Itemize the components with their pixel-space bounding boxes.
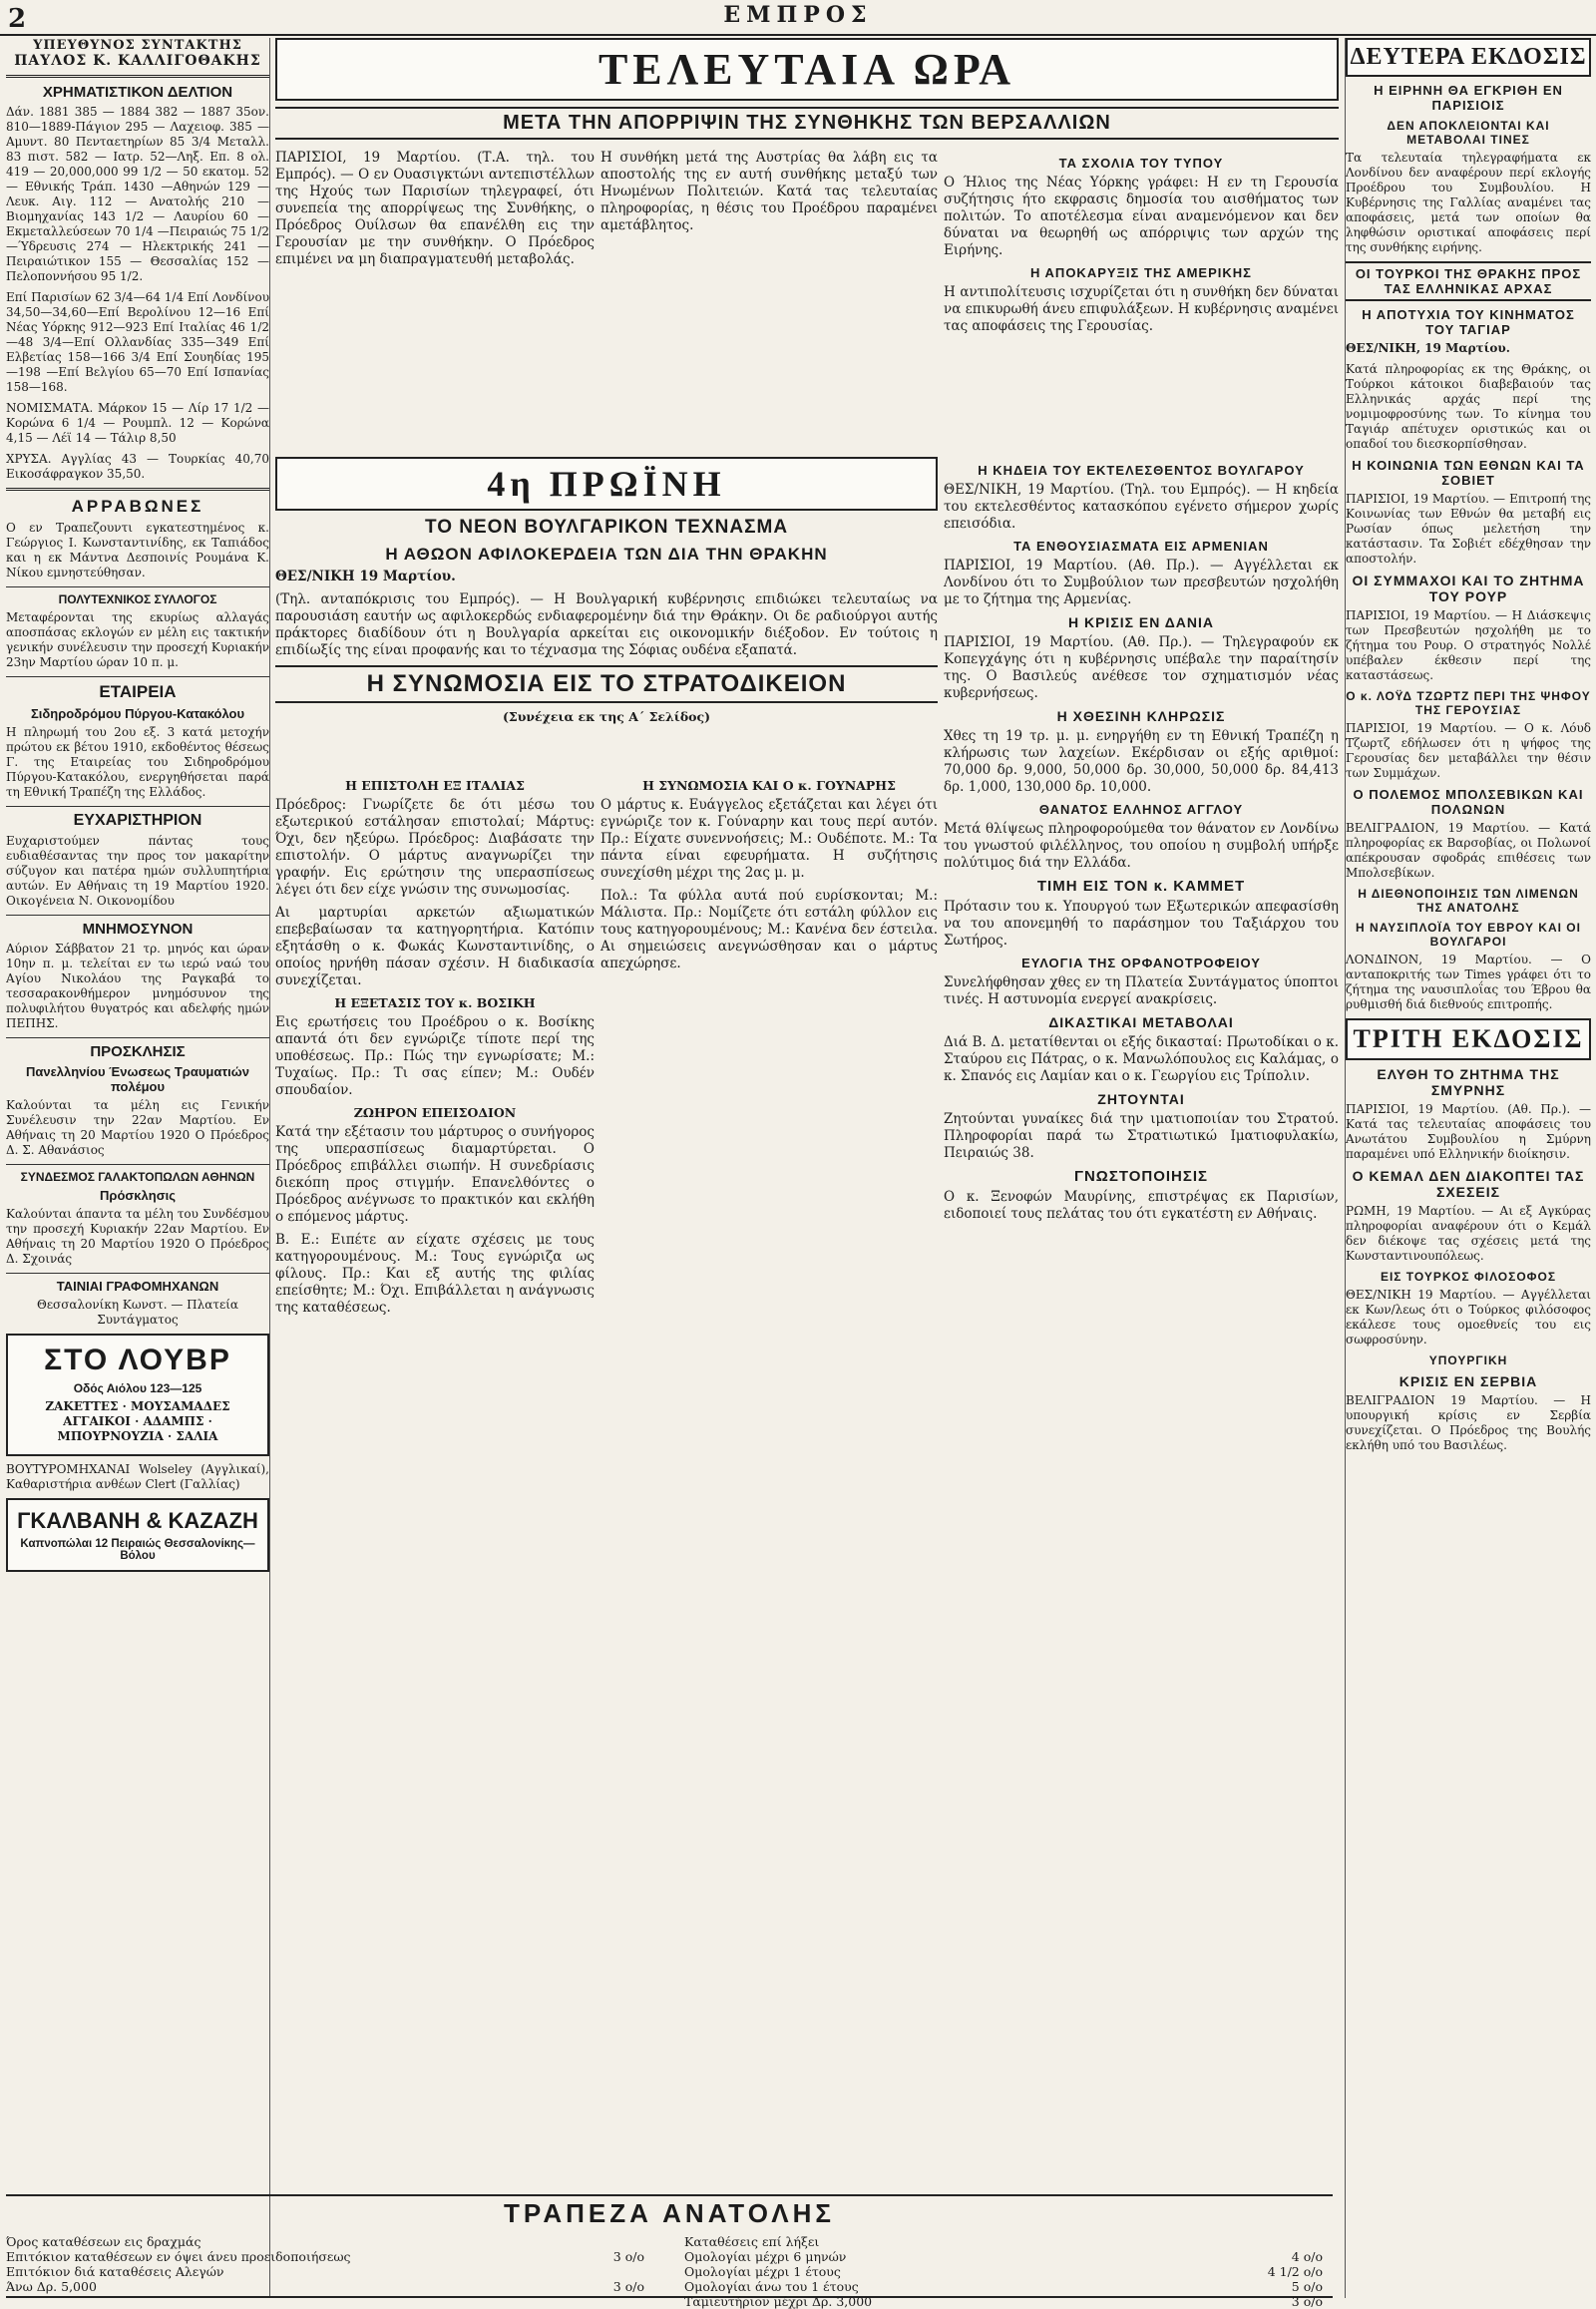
main-subheadline: ΜΕΤΑ ΤΗΝ ΑΠΟΡΡΙΨΙΝ ΤΗΣ ΣΥΝΘΗΚΗΣ ΤΩΝ ΒΕΡΣΑΛΛΙΩΝ: [275, 107, 1339, 140]
strait-text: ΛΟΝΔΙΝΟΝ, 19 Μαρτίου. — Ο ανταποκριτής των Times γράφει ότι το ζήτημα της ναυσιπλοΐας του Έβρου θα ρυθμισθή διά διεθνούς επιτροπής.: [1346, 953, 1591, 1011]
thanks-text: Ευχαριστούμεν πάντας τους ευδιαθέσαντας την προς τον μακαρίτην σύζυγον και πατέρα ημών συλλυπητήρια αυτών. Εν Αθήναις τη 19 Μαρτίου 1920. Οικογένεια Ν. Οικονομίδου: [6, 834, 269, 908]
bank-row-label: Ομολογίαι άνω του 1 έτους: [684, 2279, 859, 2294]
louvre-head: ΣΤΟ ΛΟΥΒΡ: [44, 1344, 231, 1376]
exec-text: ΘΕΣ/ΝΙΚΗ, 19 Μαρτίου. (Τηλ. του Εμπρός). — Η κηδεία του εκτελεσθέντος κατασκόπου εγένετο σήμερον χωρίς επεισόδια.: [944, 482, 1339, 532]
turk-text: Κατά πληροφορίας εκ της Θράκης, οι Τούρκοι κάτοικοι διαβεβαιούν τας Ελληνικάς αρχάς περί της νομιμοφροσύνης των. Το κίνημα του Ταγιάρ απέτυχεν οριστικώς και οι οπαδοί του διεσκορπίσθησαν.: [1346, 362, 1591, 451]
death-text: Μετά θλίψεως πληροφορούμεθα τον θάνατον εν Λονδίνω του γνωστού φιλέλληνος, του οποίου η συμβολή υπήρξε πολύτιμος διά την Ελλάδα.: [944, 821, 1339, 871]
invite-title: ΠΡΟΣΚΛΗΣΙΣ: [90, 1043, 186, 1060]
page-number: 2: [8, 4, 27, 34]
paper-name: ΕΜΠΡΟΣ: [723, 2, 873, 28]
third-edition-head: ΤΡΙΤΗ ΕΚΔΟΣΙΣ: [1346, 1018, 1591, 1060]
plot-text-1: Πρόεδρος: Γνωρίζετε δε ότι μέσω του εξωτερικού εστάλησαν επιστολαί; Μάρτυς: Όχι, δεν ηξεύρω. Πρόεδρος: Διαβάσατε την επιστολήν. Ο μάρτυς αναγνωρίζει την γραφήν. Εις ερώτησιν της υπερασπίσεως λέγει ότι δεν είχε γνώσιν της συνωμοσίας.: [275, 797, 595, 898]
bank-row-value: 4 1/2 ο/ο: [1267, 2264, 1323, 2279]
company-text: Η πληρωμή του 2ου εξ. 3 κατά μετοχήν πρώτου εκ βέτου 1910, εκδοθέντος θέσεως Γ. της Εταιρείας του Σιδηροδρόμου Πύργου-Κατακόλου, ενεργηθήσεται παρά τη Εθνική Τραπέζη της Ελλάδος.: [6, 725, 269, 799]
engagements-title: ΑΡΡΑΒΩΝΕΣ: [71, 497, 204, 516]
league-head: Η ΚΟΙΝΩΝΙΑ ΤΩΝ ΕΘΝΩΝ ΚΑΙ ΤΑ ΣΟΒΙΕΤ: [1352, 458, 1585, 488]
judicial-text: Διά Β. Δ. μετατίθενται οι εξής δικασταί: Πρωτοδίκαι ο κ. Σταύρου εις Πάτρας, ο κ. Μανωλόπουλος εις Καλάμας, ο κ. Σπανός εις Λαμίαν και ο κ. Γεωργίου εις Τρίπολιν.: [944, 1034, 1339, 1084]
editor-label: ΥΠΕΥΘΥΝΟΣ ΣΥΝΤΑΚΤΗΣ: [33, 38, 242, 53]
main-headline: ΤΕΛΕΥΤΑΙΑ ΩΡΑ: [275, 38, 1339, 101]
orphan-text: Συνελήφθησαν χθες εν τη Πλατεία Συντάγματος ύποπτοι τινές. Η αστυνομία ενεργεί ανακρίσεις.: [944, 974, 1339, 1007]
honor-text: Πρότασιν του κ. Υπουργού των Εξωτερικών απεφασίσθη να του απονεμηθή το παράσημον του Ταξιάρχου του Σωτήρος.: [944, 899, 1339, 949]
masthead: [0, 0, 1596, 36]
america-head: Η ΑΠΟΚΑΡΥΞΙΣ ΤΗΣ ΑΜΕΡΙΚΗΣ: [1030, 265, 1252, 280]
bank-row-label: Άνω Δρ. 5,000: [6, 2279, 97, 2294]
plot-sub-4: ΖΩΗΡΟΝ ΕΠΕΙΣΟΔΙΟΝ: [353, 1105, 517, 1120]
article-1-col-b: [600, 150, 938, 240]
serbia-sub: ΥΠΟΥΡΓΙΚΗ: [1428, 1353, 1508, 1367]
left-column: [6, 38, 270, 2298]
second-edition-block: [275, 457, 938, 728]
bank-row-value: 3 ο/ο: [612, 2249, 644, 2264]
bank-title: ΤΡΑΠΕΖΑ ΑΝΑΤΟΛΗΣ: [504, 2198, 835, 2228]
invite-text: Καλούνται τα μέλη εις Γενικήν Συνέλευσιν την 22αν Μαρτίου. Εν Αθήναις τη 20 Μαρτίου 1920 Ο Πρόεδρος Δ. Σ. Αθανάσιος: [6, 1098, 269, 1157]
george-head: Ο κ. ΛΟΫΔ ΤΖΩΡΤΖ ΠΕΡΙ ΤΗΣ ΨΗΦΟΥ ΤΗΣ ΓΕΡΟΥΣΙΑΣ: [1346, 689, 1591, 717]
plot-col-b: [600, 776, 938, 978]
bank-row-label: Επιτόκιον διά καταθέσεις Αλεγών: [6, 2264, 224, 2279]
plot-text-3: Εις ερωτήσεις του Προέδρου ο κ. Βοσίκης απαντά ότι δεν εγνώριζε τίποτε περί της υποθέσεως. Πρ.: Πώς την εγνωρίσατε; Μ.: Τυχαίως. Πρ.: Τι σας είπεν; Μ.: Ουδέν σπουδαίον.: [275, 1014, 595, 1098]
bank-row-label: Ομολογίαι μέχρι 1 έτους: [684, 2264, 841, 2279]
plot-text-4: Κατά την εξέτασιν του μάρτυρος ο συνήγορος της υπερασπίσεως διαμαρτύρεται. Ο Πρόεδρος επιβάλλει σιωπήν. Η συνεδρίασις διεκόπη προς στιγμήν. Επανελθόντες ο Πρόεδρος ανέγνωσε το πρακτικόν και εκλήθη ο επόμενος μάρτυς.: [275, 1124, 595, 1225]
bank-row: [6, 2279, 644, 2294]
bank-row-label: Ταμιευτήριον μέχρι Δρ. 3,000: [684, 2294, 873, 2309]
wanted-text: Ζητούνται γυναίκες διά την ιματιοποιίαν του Στρατού. Πληροφορίαι παρά τω Στρατιωτικώ Ιματιοφυλακίω, Πειραιώς 38.: [944, 1111, 1339, 1161]
assoc-title: ΠΟΛΥΤΕΧΝΙΚΟΣ ΣΥΛΛΟΓΟΣ: [58, 592, 217, 606]
turk2-text: ΘΕΣ/ΝΙΚΗ 19 Μαρτίου. — Αγγέλλεται εκ Κων/λεως ότι ο Τούρκος φιλόσοφος εκάλεσε τους ομοεθνείς του εις σωφροσύνην.: [1346, 1288, 1591, 1347]
article-1-col-c: [944, 150, 1339, 341]
bank-row-value: 5 ο/ο: [1291, 2279, 1323, 2294]
cinema-title: ΤΑΙΝΙΑΙ ΓΡΑΦΟΜΗΧΑΝΩΝ: [56, 1279, 219, 1294]
bank-ad: [6, 2194, 1333, 2309]
article-1-col-a: [275, 150, 595, 274]
plot-sub: (Συνέχεια εκ της Α΄ Σελίδος): [502, 709, 711, 724]
turk-head: ΟΙ ΤΟΥΡΚΟΙ ΤΗΣ ΘΡΑΚΗΣ ΠΡΟΣ ΤΑΣ ΕΛΛΗΝΙΚΑΣ ΑΡΧΑΣ: [1346, 261, 1591, 301]
market-text-2: Επί Παρισίων 62 3/4—64 1/4 Επί Λονδίνου 34,50—34,60—Επί Βερολίνου 12—16 Επί Νέας Υόρκης 912—923 Επί Ιταλίας 46 1/2—48 3/4—Επί Ολλανδίας 335—349 Επί Ελβετίας 158—166 3/4 Επί Σουηδίας 195—198 —Επί Βελγίου 65—70 Επί Ισπανίας 158—168.: [6, 290, 269, 394]
ext-sub-2: ΔΕΝ ΑΠΟΚΛΕΙΟΝΤΑΙ ΚΑΙ ΜΕΤΑΒΟΛΑΙ ΤΙΝΕΣ: [1387, 119, 1550, 147]
denmark-text: ΠΑΡΙΣΙΟΙ, 19 Μαρτίου. (Αθ. Πρ.). — Τηλεγραφούν εκ Κοπεγχάγης ότι η κυβέρνησις υπέβαλε την παραίτησίν της. Ο Βασιλεύς ανέθεσε τον σχηματισμόν νέας κυβερνήσεως.: [944, 634, 1339, 701]
plot-headline: Η ΣΥΝΩΜΟΣΙΑ ΕΙΣ ΤΟ ΣΤΡΑΤΟΔΙΚΕΙΟΝ: [275, 665, 938, 703]
engagements-text: Ο εν Τραπεζουντι εγκατεστημένος κ. Γεώργιος Ι. Κωνσταντινίδης, εκ Ταπιάδος και η εκ Μάντνα Δεσποινίς Ρουμάνα Κ. Νίκου εμνηστεύθησαν.: [6, 521, 269, 579]
shop-head: ΓΚΑΛΒΑΝΗ & ΚΑΖΑΖΗ: [17, 1508, 258, 1533]
louvre-ad: [6, 1334, 269, 1456]
bank-row-label: Ομολογίαι μέχρι 6 μηνών: [684, 2249, 847, 2264]
bank-row: [684, 2249, 1323, 2264]
notices-head: ΓΝΩΣΤΟΠΟΙΗΣΙΣ: [1073, 1168, 1209, 1185]
right-column: [1345, 38, 1591, 2298]
shop-sub: Καπνοπώλαι 12 Πειραιώς Θεσσαλονίκης—Βόλου: [20, 1538, 255, 1562]
turk-sub: Η ΑΠΟΤΥΧΙΑ ΤΟΥ ΚΙΝΗΜΑΤΟΣ ΤΟΥ ΤΑΓΙΑΡ: [1362, 307, 1575, 337]
company-title: ΕΤΑΙΡΕΙΑ: [99, 682, 177, 701]
second-sub-2: Η ΑΘΩΟΝ ΑΦΙΛΟΚΕΡΔΕΙΑ ΤΩΝ ΔΙΑ ΤΗΝ ΘΡΑΚΗΝ: [385, 545, 828, 564]
bank-row: [6, 2249, 644, 2264]
wanted-head: ΖΗΤΟΥΝΤΑΙ: [1097, 1091, 1185, 1107]
bank-row: [6, 2264, 644, 2279]
editor-name: ΠΑΥΛΟΣ Κ. ΚΑΛΛΙΓΟΘΑΚΗΣ: [14, 53, 261, 69]
thanks-title: ΕΥΧΑΡΙΣΤΗΡΙΟΝ: [73, 812, 202, 829]
mid-col-text: Πολ.: Τα φύλλα αυτά πού ευρίσκονται; Μ.: Μάλιστα. Πρ.: Νομίζετε ότι εστάλη φύλλον εις τους κατηγορουμένους; Μ.: Κανένα δεν έστειλα. Αι σημειώσεις ανεγνώσθησαν και ο μάρτυς απεχώρησε.: [600, 888, 938, 971]
company-sub: Σιδηροδρόμου Πύργου-Κατακόλου: [30, 706, 245, 721]
invite-sub: Πανελληνίου Ένωσεως Τραυματιών πολέμου: [26, 1064, 249, 1094]
ruhr-text: ΠΑΡΙΣΙΟΙ, 19 Μαρτίου. — Η Διάσκεψις των Πρεσβευτών ησχολήθη με το ζήτημα του Ρουρ. Ο στρατηγός Νολλέ υπέβαλεν έκθεσιν περί της καταστάσεως.: [1346, 608, 1591, 682]
denmark-head: Η ΚΡΙΣΙΣ ΕΝ ΔΑΝΙΑ: [1067, 614, 1215, 630]
press-comment-head: ΤΑ ΣΧΟΛΙΑ ΤΟΥ ΤΥΠΟΥ: [1058, 156, 1224, 171]
ruhr-head: ΟΙ ΣΥΜΜΑΧΟΙ ΚΑΙ ΤΟ ΖΗΤΗΜΑ ΤΟΥ ΡΟΥΡ: [1352, 573, 1585, 604]
second-sub-1: ΤΟ ΝΕΟΝ ΒΟΥΛΓΑΡΙΚΟΝ ΤΕΧΝΑΣΜΑ: [424, 517, 789, 538]
kemal-text: ΡΩΜΗ, 19 Μαρτίου. — Αι εξ Αγκύρας πληροφορίαι αναφέρουν ότι ο Κεμάλ δεν διέκοψε τας σχέσεις μετά της Κωνσταντινουπόλεως.: [1346, 1204, 1591, 1263]
memorial-title: ΜΝΗΜΟΣΥΝΟΝ: [82, 921, 194, 938]
turk-dateline: ΘΕΣ/ΝΙΚΗ, 19 Μαρτίου.: [1346, 341, 1510, 355]
judicial-head: ΔΙΚΑΣΤΙΚΑΙ ΜΕΤΑΒΟΛΑΙ: [1048, 1014, 1234, 1030]
plot-sub-5: Η ΣΥΝΩΜΟΣΙΑ ΚΑΙ Ο κ. ΓΟΥΝΑΡΗΣ: [642, 778, 896, 793]
third-sub: ΕΛΥΘΗ ΤΟ ΖΗΤΗΜΑ ΤΗΣ ΣΜΥΡΝΗΣ: [1377, 1066, 1560, 1098]
bank-row-label: Όρος καταθέσεων εις δραχμάς: [6, 2234, 201, 2249]
plot-text-2: Αι μαρτυρίαι αρκετών αξιωματικών επεβεβαίωσαν τα κατηγορητήρια. Κατόπιν εξητάσθη ο κ. Φωκάς Κωνσταντινίδης, ο οποίος ηρνήθη πάσαν σχέσιν. Η διαδικασία συνεχίζεται.: [275, 905, 595, 988]
league-text: ΠΑΡΙΣΙΟΙ, 19 Μαρτίου. — Επιτροπή της Κοινωνίας των Εθνών θα μεταβή εις Ρωσίαν όπως μελετήση την κατάστασιν. Τα Σοβιέτ εδέχθησαν την αποστολήν.: [1346, 492, 1591, 566]
strait-sub: Η ΝΑΥΣΙΠΛΟΪΑ ΤΟΥ ΕΒΡΟΥ ΚΑΙ ΟΙ ΒΟΥΛΓΑΡΟΙ: [1356, 921, 1581, 949]
second-headline: 4η ΠΡΩΪΝΗ: [275, 457, 938, 511]
coins-text: ΝΟΜΙΣΜΑΤΑ. Μάρκον 15 — Λίρ 17 1/2 — Κορώνα 6 1/4 — Ρουμπλ. 12 — Κορώνα 4,15 — Λέϊ 14 — Τάλιρ 8,50: [6, 401, 269, 445]
bank-row: [684, 2294, 1323, 2309]
center-block: [275, 38, 1339, 2298]
tools-text: ΒΟΥΤΥΡΟΜΗΧΑΝΑΙ Wolseley (Αγγλικαί), Καθαριστήρια ανθέων Clert (Γαλλίας): [6, 1462, 269, 1491]
gold-text: ΧΡΥΣΑ. Αγγλίας 43 — Τουρκίας 40,70 Εικοσάφραγκον 35,50.: [6, 452, 269, 481]
bank-row-label: Καταθέσεις επί λήξει: [684, 2234, 820, 2249]
plot-text-5: Β. Ε.: Ειπέτε αν είχατε σχέσεις με τους κατηγορουμένους. Μ.: Τους εγνώριζα ως φίλους. Πρ.: Και εξ αυτής της φιλίας επείσθητε; Μ.: Όχι. Επιβάλλεται η ανάγνωσις της καταθέσεως.: [275, 1232, 595, 1316]
market-title: ΧΡΗΜΑΤΙΣΤΙΚΟΝ ΔΕΛΤΙΟΝ: [42, 84, 233, 101]
death-head: ΘΑΝΑΤΟΣ ΕΛΛΗΝΟΣ ΑΓΓΛΟΥ: [1038, 802, 1244, 817]
news-col-c: [944, 457, 1339, 1229]
louvre-items: ΖΑΚΕΤΤΕΣ · ΜΟΥΣΑΜΑΔΕΣ ΑΓΓΑΙΚΟΙ · ΑΔΑΜΠΣ · ΜΠΟΥΡΝΟΥΖΙΑ · ΣΑΛΙΑ: [45, 1399, 230, 1443]
shop-ad: [6, 1498, 269, 1572]
market-text: Δάν. 1881 385 — 1884 382 — 1887 35ον. 810—1889-Πάγιον 295 — Λαχειοφ. 385 — Αμυντ. 80 Πενταετηρίων 85 3/4 Μεταλλ. 83 πιστ. 582 — Ιατρ. 52—Ληξ. Επ. 8 ολ. 419 — 20,000,000 99 1/2 — 50 εκατομ. 52 — Εθνικής Τράπ. 1430 —Αθηνών 129 — Λευκ. Αιγ. 112 — Ανατολής 210 — Βιομηχανίας 143 1/2 — Λαυρίου 60 —Εκμεταλλεύσεων 70 1/4 —Πειραιώς 75 1/2 —Ύδρευσις 274 — Ηλεκτρικής 241 — Πειραιώτικον 155 — Θεσσαλίας 152 — Πελοποννήσου 95 1/2.: [6, 105, 269, 283]
war-text: ΒΕΛΙΓΡΑΔΙΟΝ, 19 Μαρτίου. — Κατά πληροφορίας εκ Βαρσοβίας, οι Πολωνοί απέκρουσαν σφοδράς επιθέσεις των Μπολσεβίκων.: [1346, 821, 1591, 880]
milk-text: Καλούνται άπαντα τα μέλη του Συνδέσμου την προσεχή Κυριακήν 22αν Μαρτίου. Εν Αθήναις τη 20 Μαρτίου 1920 Ο Πρόεδρος Δ. Σχοινάς: [6, 1207, 269, 1266]
second-edition-head: ΔΕΥΤΕΡΑ ΕΚΔΟΣΙΣ: [1346, 38, 1591, 77]
lottery-text: Χθες τη 19 τρ. μ. μ. ενηργήθη εν τη Εθνική Τραπέζη η κλήρωσις των λαχείων. Εκέρδισαν οι εξής αριθμοί: 70,000 δρ. 9,000, 50,000 δρ. 30,000, 50,000 δρ. 84,413 δρ. 1,000, 130,000 δρ. 10,000.: [944, 728, 1339, 795]
george-text: ΠΑΡΙΣΙΟΙ, 19 Μαρτίου. — Ο κ. Λόυδ Τζωρτζ εδήλωσεν ότι η ψήφος της Γερουσίας δεν μεταβάλλει την θέσιν των Συμμάχων.: [1346, 721, 1591, 780]
assoc-text: Μεταφέρονται της εκυρίως αλλαγάς αποσπάσας εκλογών εν μέλη εις τακτικήν γενικήν συνέλευσιν την προσεχή Κυριακήν 23ην Μαρτίου ώραν 10 π. μ.: [6, 610, 269, 669]
armenia-head: ΤΑ ΕΝΘΟΥΣΙΑΣΜΑΤΑ ΕΙΣ ΑΡΜΕΝΙΑΝ: [1013, 539, 1269, 554]
article-1-b: Η συνθήκη μετά της Αυστρίας θα λάβη εις τα αποστολής της εν αυτή συνθήκης μεταξύ των Ηνωμένων Πολιτειών. Κατά τας τελευταίας πληροφορίας, η θέσις του Προέδρου παραμένει αμετάβλητος.: [600, 150, 938, 233]
bank-row-value: 3 ο/ο: [1291, 2294, 1323, 2309]
bank-row-label: Επιτόκιον καταθέσεων εν όψει άνευ προειδοποιήσεως: [6, 2249, 351, 2264]
article-1-a: ΠΑΡΙΣΙΟΙ, 19 Μαρτίου. (Τ.Α. τηλ. του Εμπρός). — Ο εν Ουασιγκτώνι αντεπιστέλλων της Ηχούς των Παρισίων τηλεγραφεί, ότι συνεπεία της απορρίψεως της Συνθήκης, ο Πρόεδρος Ουίλσων θα επανέλθη εις την Γερουσίαν με την συνθήκην. Ο Πρόεδρος επιμένει να μη διαπραγματευθή μεταβολάς.: [275, 150, 595, 267]
orphan-head: ΕΥΛΟΓΙΑ ΤΗΣ ΟΡΦΑΝΟΤΡΟΦΕΙΟΥ: [1021, 956, 1261, 970]
plot-sub-3: Η ΕΞΕΤΑΣΙΣ ΤΟΥ κ. ΒΟΣΙΚΗ: [334, 995, 536, 1010]
ext-sub-1: Η ΕΙΡΗΝΗ ΘΑ ΕΓΚΡΙΘΗ ΕΝ ΠΑΡΙΣΙΟΙΣ: [1374, 83, 1563, 113]
louvre-sub: Οδός Αιόλου 123—125: [73, 1381, 202, 1395]
second-dateline: ΘΕΣ/ΝΙΚΗ 19 Μαρτίου.: [275, 569, 456, 584]
milk-title: ΣΥΝΔΕΣΜΟΣ ΓΑΛΑΚΤΟΠΩΛΩΝ ΑΘΗΝΩΝ: [20, 1170, 255, 1184]
ext-text: Τα τελευταία τηλεγραφήματα εκ Λονδίνου δεν αναφέρουν περί εκλογής Προέδρου του Συμβουλίου. Η Κυβέρνησις της Γαλλίας αναμένει τας αποφάσεις, μετά των οποίων θα ληφθώσιν οριστικαί αποφάσεις περί της συνθήκης ειρήνης.: [1346, 151, 1591, 254]
war-head: Ο ΠΟΛΕΜΟΣ ΜΠΟΛΣΕΒΙΚΩΝ ΚΑΙ ΠΟΛΩΝΩΝ: [1353, 787, 1584, 817]
plot-text-6: Ο μάρτυς κ. Ευάγγελος εξετάζεται και λέγει ότι εγνώριζε τον κ. Γούναρην και τους περί αυτόν. Πρ.: Είχατε συνεννοήσεις; Μ.: Ουδέποτε. Μ.: Τα πάντα είναι εφευρήματα. Η συζήτησις συνεχίσθη μέχρι της 2ας μ. μ.: [600, 797, 938, 881]
kemal-head: Ο ΚΕΜΑΛ ΔΕΝ ΔΙΑΚΟΠΤΕΙ ΤΑΣ ΣΧΕΣΕΙΣ: [1352, 1168, 1585, 1200]
exec-head: Η ΚΗΔΕΙΑ ΤΟΥ ΕΚΤΕΛΕΣΘΕΝΤΟΣ ΒΟΥΛΓΑΡΟΥ: [978, 463, 1305, 478]
armenia-text: ΠΑΡΙΣΙΟΙ, 19 Μαρτίου. (Αθ. Πρ.). — Αγγέλλεται εκ Λονδίνου ότι το Συμβούλιον των πρεσβευτών ησχολήθη με το ζήτημα της Αρμενίας.: [944, 558, 1339, 607]
bank-row: [684, 2234, 1323, 2249]
turk2-head: ΕΙΣ ΤΟΥΡΚΟΣ ΦΙΛΟΣΟΦΟΣ: [1380, 1270, 1557, 1284]
milk-sub: Πρόσκλησις: [100, 1188, 176, 1203]
bank-row-value: 4 ο/ο: [1291, 2249, 1323, 2264]
bank-row: [684, 2264, 1323, 2279]
lottery-head: Η ΧΘΕΣΙΝΗ ΚΛΗΡΩΣΙΣ: [1056, 708, 1226, 724]
bank-right-rows: [684, 2234, 1323, 2309]
serbia-head: ΚΡΙΣΙΣ ΕΝ ΣΕΡΒΙΑ: [1398, 1373, 1538, 1389]
strait-head: Η ΔΙΕΘΝΟΠΟΙΗΣΙΣ ΤΩΝ ΛΙΜΕΝΩΝ ΤΗΣ ΑΝΑΤΟΛΗΣ: [1358, 887, 1579, 915]
serbia-text: ΒΕΛΙΓΡΑΔΙΟΝ 19 Μαρτίου. — Η υπουργική κρίσις εν Σερβία συνεχίζεται. Ο Πρόεδρος της Βουλής εκλήθη υπό του Βασιλέως.: [1346, 1393, 1591, 1452]
second-text: (Τηλ. ανταπόκρισις του Εμπρός). — Η Βουλγαρική κυβέρνησις επιδιώκει τελευταίως να παρουσιάση εαυτήν ως αφιλοκερδώς ενδιαφερομένην διά την Θράκην. Οι δε ραδιούργοι αυτής πράκτορες διαδίδουν ότι η Βουλγαρία αρκείται εις οικονομικήν διέξοδον. Εν τούτοις η επιδίωξίς της είναι προφανής και το τέχνασμα της Σόφιας ουδένα εξαπατά.: [275, 591, 938, 658]
memorial-text: Αύριον Σάββατον 21 τρ. μηνός και ώραν 10ην π. μ. τελείται εν τω ιερώ ναώ του Αγίου Νικολάου της Ραγκαβά το τεσσαρακονθήμερον μνημόσυνον της πολυφιλήτου θυγατρός και αδελφής ημών ΠΕΠΗΣ.: [6, 942, 269, 1030]
bank-row: [6, 2234, 644, 2249]
america-text: Η αντιπολίτευσις ισχυρίζεται ότι η συνθήκη δεν δύναται να επικυρωθή άνευ επιφυλάξεων. Η κυβέρνησις αναμένει τας αποφάσεις της Γερουσίας.: [944, 284, 1339, 334]
honor-head: ΤΙΜΗ ΕΙΣ ΤΟΝ κ. ΚΑΜΜΕΤ: [1036, 878, 1246, 895]
press-comment-text: Ο Ήλιος της Νέας Υόρκης γράφει: Η εν τη Γερουσία συζήτησις ήτο εκφρασις δημοσία του αισθήματος των πολιτών. Το αποτέλεσμα είναι αναμενόμενον και δεν δύναται να θεωρηθή ως απόρριψις των αρχών της Ειρήνης.: [944, 175, 1339, 258]
notices-text: Ο κ. Ξενοφών Μαυρίνης, επιστρέψας εκ Παρισίων, ειδοποιεί τους πελάτας του ότι εγκατέστη εν Αθήναις.: [944, 1189, 1339, 1222]
plot-sub-2: Η ΕΠΙΣΤΟΛΗ ΕΞ ΙΤΑΛΙΑΣ: [345, 778, 525, 793]
bank-row: [684, 2279, 1323, 2294]
cinema-text: Θεσσαλονίκη Κωνστ. — Πλατεία Συντάγματος: [36, 1298, 239, 1327]
third-text: ΠΑΡΙΣΙΟΙ, 19 Μαρτίου. (Αθ. Πρ.). — Κατά τας τελευταίας αποφάσεις του Ανωτάτου Συμβουλίου η Σμύρνη παραμένει υπό Ελληνικήν διοίκησιν.: [1346, 1102, 1591, 1161]
bank-left-rows: [6, 2234, 644, 2294]
bank-row-value: 3 ο/ο: [612, 2279, 644, 2294]
plot-col-a: [275, 776, 595, 1323]
